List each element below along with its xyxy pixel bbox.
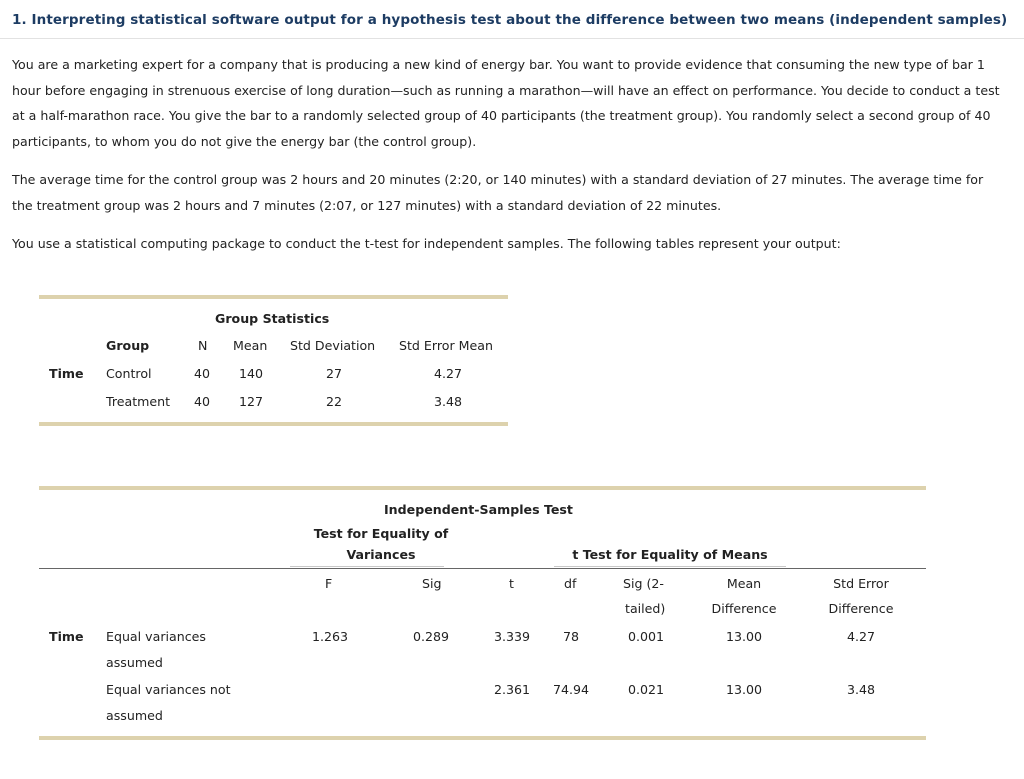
table-top-border <box>39 486 926 490</box>
cell-df: 74.94 <box>553 682 590 697</box>
table-top-border <box>39 295 508 299</box>
levene-header-line2: Variances <box>346 547 416 562</box>
ttest-header-underline <box>554 566 786 567</box>
header-group: Group <box>106 338 150 353</box>
header-mean: Mean <box>233 338 268 353</box>
cell-sig-2-tailed: 0.021 <box>628 682 665 697</box>
cell-t: 2.361 <box>494 682 531 697</box>
cell-sig: 0.289 <box>413 629 450 644</box>
row-label: Equal variances <box>106 629 206 644</box>
cell-mean-difference: 13.00 <box>725 629 763 644</box>
row-label: Equal variances not <box>106 682 231 697</box>
header-std-error-mean: Std Error Mean <box>399 338 493 353</box>
table-bottom-border <box>39 422 508 426</box>
row-label-line2: assumed <box>106 655 163 670</box>
cell-group: Treatment <box>106 394 171 409</box>
table-bottom-border <box>39 736 926 740</box>
header-std-error-difference: Std Error <box>833 576 889 591</box>
cell-mean-difference: 13.00 <box>725 682 763 697</box>
cell-std-error-mean: 4.27 <box>434 366 463 381</box>
header-divider <box>39 568 926 569</box>
cell-std-deviation: 27 <box>326 366 343 381</box>
page-title: 1. Interpreting statistical software output for a hypothesis test about the difference between two means (independent samples) <box>12 12 1008 28</box>
header-std-error-difference-line2: Difference <box>828 601 894 616</box>
header-sig: Sig <box>422 576 442 591</box>
cell-group: Control <box>106 366 152 381</box>
table-title: Group Statistics <box>215 311 330 326</box>
header-f: F <box>325 576 333 591</box>
cell-std-deviation: 22 <box>326 394 343 409</box>
levene-header-underline <box>290 566 444 567</box>
header-mean-difference: Mean <box>726 576 762 591</box>
cell-sig-2-tailed: 0.001 <box>628 629 665 644</box>
cell-df: 78 <box>563 629 580 644</box>
cell-f: 1.263 <box>312 629 349 644</box>
table-title: Independent-Samples Test <box>384 502 573 517</box>
header-sig-2-tailed-line2: tailed) <box>625 601 666 616</box>
cell-n: 40 <box>194 394 211 409</box>
cell-n: 40 <box>194 366 211 381</box>
row-label-time: Time <box>49 366 84 381</box>
scenario-paragraph: You are a marketing expert for a company that is producing a new kind of energy bar. You want to provide evidence that consuming the new type of bar 1 hour before engaging in strenuous exercise of long duration—such as running a marathon—will have an effect on performance. You decide to conduct a test at a half-marathon race. You give the bar to a randomly selected group of 40 participants (the treatment group). You randomly select a second group of 40 participants, to whom you do not give the energy bar (the control group). <box>12 57 1000 149</box>
header-df: df <box>564 576 577 591</box>
header-n: N <box>198 338 208 353</box>
cell-std-error-mean: 3.48 <box>434 394 463 409</box>
cell-mean: 140 <box>239 366 264 381</box>
ttest-header: t Test for Equality of Means <box>572 547 768 562</box>
levene-header: Test for Equality of <box>313 526 449 541</box>
header-sig-2-tailed: Sig (2- <box>623 576 664 591</box>
output-intro-paragraph: You use a statistical computing package to conduct the t-test for independent samples. The following tables represent your output: <box>12 236 841 251</box>
cell-t: 3.339 <box>494 629 531 644</box>
title-divider <box>0 38 1024 39</box>
cell-mean: 127 <box>239 394 264 409</box>
averages-paragraph: The average time for the control group was 2 hours and 20 minutes (2:20, or 140 minutes) with a standard deviation of 27 minutes. The average time for the treatment group was 2 hours and 7 minutes (2:07, or 127 minutes) with a standard deviation of 22 minutes. <box>12 172 984 213</box>
cell-std-error-difference: 3.48 <box>846 682 876 697</box>
header-t: t <box>509 576 514 591</box>
cell-std-error-difference: 4.27 <box>846 629 876 644</box>
row-label-line2: assumed <box>106 708 163 723</box>
header-std-deviation: Std Deviation <box>290 338 376 353</box>
row-label-time: Time <box>49 629 84 644</box>
header-mean-difference-line2: Difference <box>711 601 777 616</box>
